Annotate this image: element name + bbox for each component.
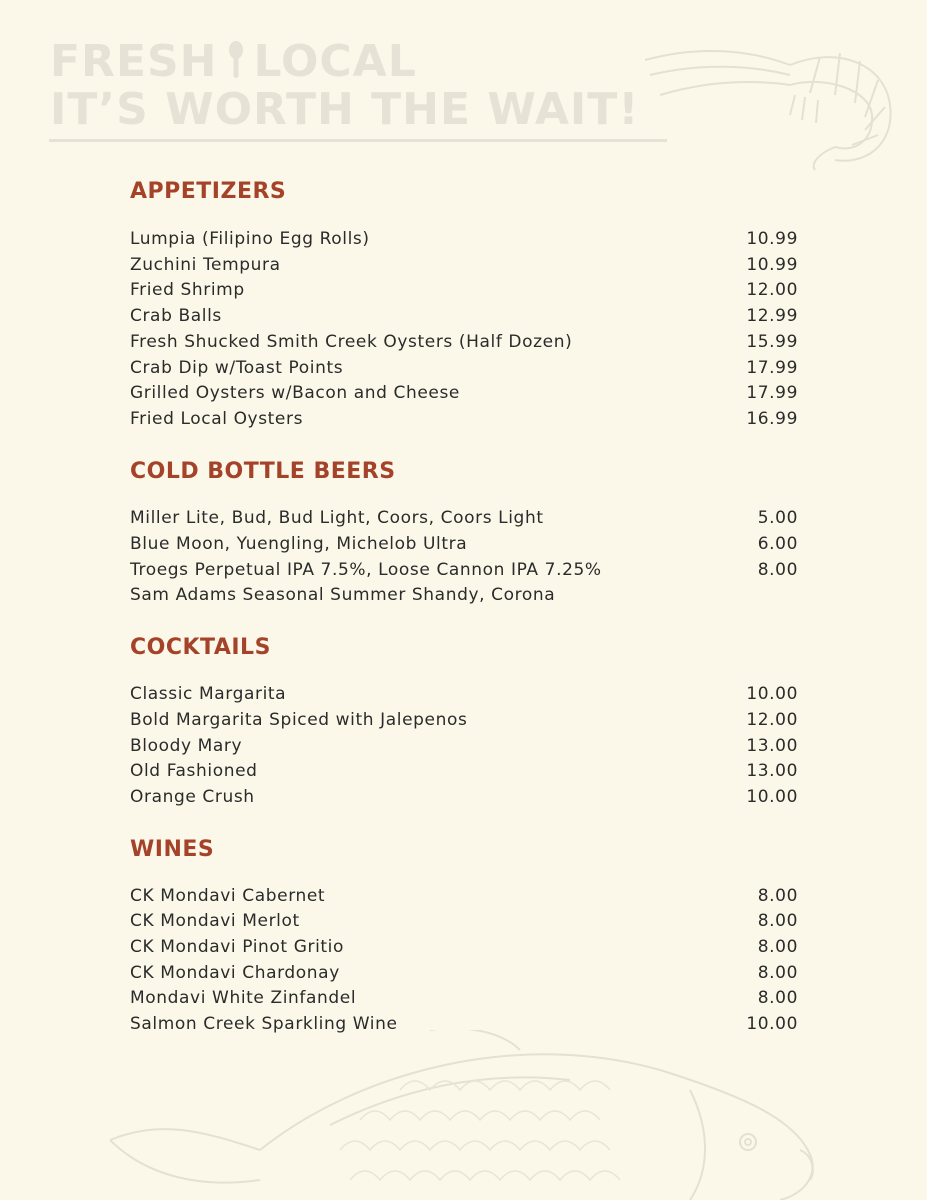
menu-item xyxy=(130,252,798,277)
item-name: Bloody Mary xyxy=(130,735,243,756)
menu-item xyxy=(130,758,798,783)
menu-item xyxy=(130,406,798,431)
item-name: Salmon Creek Sparkling Wine xyxy=(130,1013,398,1034)
shrimp-icon xyxy=(640,35,900,175)
menu-item xyxy=(130,960,798,985)
item-name: Fried Shrimp xyxy=(130,279,245,300)
item-price: 5.00 xyxy=(757,507,798,528)
item-price: 12.00 xyxy=(746,709,798,730)
header-line-2: IT’S WORTH THE WAIT! xyxy=(50,84,640,135)
item-price: 15.99 xyxy=(746,331,798,352)
item-name: CK Mondavi Chardonay xyxy=(130,962,340,983)
item-name: Old Fashioned xyxy=(130,760,258,781)
item-price: 17.99 xyxy=(746,382,798,403)
item-name: Classic Margarita xyxy=(130,683,287,704)
item-name: Miller Lite, Bud, Bud Light, Coors, Coors Light xyxy=(130,507,544,528)
item-price: 8.00 xyxy=(757,910,798,931)
item-name: Crab Balls xyxy=(130,305,222,326)
item-price: 10.99 xyxy=(746,254,798,275)
item-name: Mondavi White Zinfandel xyxy=(130,987,357,1008)
menu-item xyxy=(130,733,798,758)
item-name: Blue Moon, Yuengling, Michelob Ultra xyxy=(130,533,468,554)
item-price: 13.00 xyxy=(746,760,798,781)
item-name: CK Mondavi Merlot xyxy=(130,910,300,931)
menu-item xyxy=(130,380,798,405)
menu-item xyxy=(130,355,798,380)
menu-item xyxy=(130,707,798,732)
item-price: 10.00 xyxy=(746,683,798,704)
item-price: 12.99 xyxy=(746,305,798,326)
item-price: 6.00 xyxy=(757,533,798,554)
menu-item xyxy=(130,303,798,328)
menu-item xyxy=(130,277,798,302)
menu-item xyxy=(130,985,798,1010)
item-price: 10.99 xyxy=(746,228,798,249)
item-price: 13.00 xyxy=(746,735,798,756)
menu-item xyxy=(130,784,798,809)
item-name: Sam Adams Seasonal Summer Shandy, Corona xyxy=(130,584,556,605)
menu-item xyxy=(130,883,798,908)
header-divider xyxy=(49,139,667,142)
menu-item xyxy=(130,908,798,933)
spoon-icon xyxy=(224,41,248,79)
item-price: 10.00 xyxy=(746,1013,798,1034)
item-name: Troegs Perpetual IPA 7.5%, Loose Cannon IPA 7.25% xyxy=(130,559,602,580)
item-name: Bold Margarita Spiced with Jalepenos xyxy=(130,709,468,730)
item-price: 10.00 xyxy=(746,786,798,807)
section-title-beers: COLD BOTTLE BEERS xyxy=(130,459,396,484)
item-price: 8.00 xyxy=(757,987,798,1008)
menu-item xyxy=(130,329,798,354)
menu-item xyxy=(130,557,798,582)
item-price: 8.00 xyxy=(757,936,798,957)
item-name: CK Mondavi Pinot Gritio xyxy=(130,936,344,957)
menu-item xyxy=(130,505,798,530)
menu-item xyxy=(130,681,798,706)
item-price: 16.99 xyxy=(746,408,798,429)
item-price: 8.00 xyxy=(757,962,798,983)
item-name: Lumpia (Filipino Egg Rolls) xyxy=(130,228,370,249)
item-name: CK Mondavi Cabernet xyxy=(130,885,326,906)
header-fresh: FRESH xyxy=(50,36,218,87)
item-name: Grilled Oysters w/Bacon and Cheese xyxy=(130,382,460,403)
item-price: 8.00 xyxy=(757,885,798,906)
item-name: Fried Local Oysters xyxy=(130,408,304,429)
item-name: Crab Dip w/Toast Points xyxy=(130,357,344,378)
section-title-appetizers: APPETIZERS xyxy=(130,179,287,204)
menu-item xyxy=(130,226,798,251)
header-local: LOCAL xyxy=(253,36,417,87)
section-title-wines: WINES xyxy=(130,837,215,862)
item-name: Orange Crush xyxy=(130,786,255,807)
item-name: Zuchini Tempura xyxy=(130,254,281,275)
menu-item xyxy=(130,582,798,607)
fish-icon xyxy=(100,1030,830,1200)
header-tagline xyxy=(50,38,639,134)
item-price: 8.00 xyxy=(757,559,798,580)
item-price: 17.99 xyxy=(746,357,798,378)
menu-item xyxy=(130,934,798,959)
menu-item xyxy=(130,1011,798,1036)
section-title-cocktails: COCKTAILS xyxy=(130,635,271,660)
header-line-1 xyxy=(50,38,639,86)
item-name: Fresh Shucked Smith Creek Oysters (Half Dozen) xyxy=(130,331,573,352)
menu-item xyxy=(130,531,798,556)
item-price: 12.00 xyxy=(746,279,798,300)
